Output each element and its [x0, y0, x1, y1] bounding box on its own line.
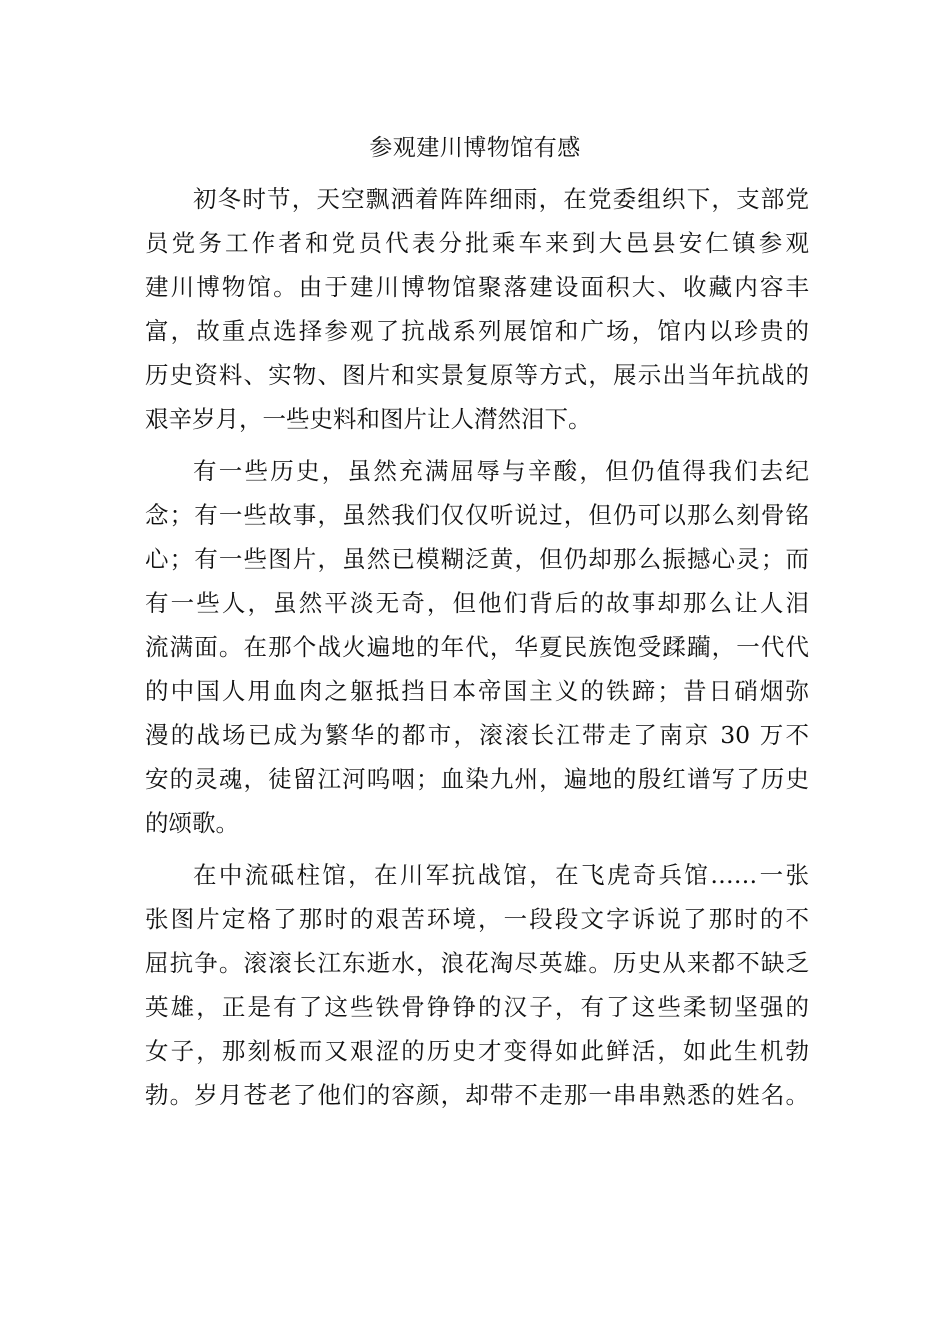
text-line: 的中国人用血肉之躯抵挡日本帝国主义的铁蹄；昔日硝烟弥 — [145, 677, 809, 705]
text-line: 的颂歌。 — [145, 809, 239, 837]
text-line: 有一些人，虽然平淡无奇，但他们背后的故事却那么让人泪 — [145, 589, 809, 617]
document-title: 参观建川博物馆有感 — [369, 135, 581, 161]
text-line: 富，故重点选择参观了抗战系列展馆和广场，馆内以珍贵的 — [145, 317, 809, 345]
text-line: 建川博物馆。由于建川博物馆聚落建设面积大、收藏内容丰 — [145, 273, 809, 301]
text-line: 勃。岁月苍老了他们的容颜，却带不走那一串串熟悉的姓名。 — [145, 1081, 809, 1109]
text-line: 屈抗争。滚滚长江东逝水，浪花淘尽英雄。历史从来都不缺乏 — [145, 949, 809, 977]
text-line: 有一些历史，虽然充满屈辱与辛酸，但仍值得我们去纪 — [193, 457, 809, 485]
text-line: 员党务工作者和党员代表分批乘车来到大邑县安仁镇参观 — [145, 229, 809, 257]
text-line: 心；有一些图片，虽然已模糊泛黄，但仍却那么振撼心灵；而 — [145, 545, 809, 573]
text-line: 艰辛岁月，一些史料和图片让人潸然泪下。 — [145, 405, 592, 433]
text-line: 流满面。在那个战火遍地的年代，华夏民族饱受蹂躏，一代代 — [145, 633, 809, 661]
document-body — [145, 177, 809, 1125]
text-line: 初冬时节，天空飘洒着阵阵细雨，在党委组织下，支部党 — [193, 185, 809, 213]
text-line: 在中流砥柱馆，在川军抗战馆，在飞虎奇兵馆……一张 — [193, 861, 809, 889]
text-line: 英雄，正是有了这些铁骨铮铮的汉子，有了这些柔韧坚强的 — [145, 993, 809, 1021]
paragraph-1 — [145, 177, 809, 441]
text-line: 安的灵魂，徒留江河呜咽；血染九州，遍地的殷红谱写了历史 — [145, 765, 809, 793]
text-line: 女子，那刻板而又艰涩的历史才变得如此鲜活，如此生机勃 — [145, 1037, 809, 1065]
text-line: 念；有一些故事，虽然我们仅仅听说过，但仍可以那么刻骨铭 — [145, 501, 809, 529]
paragraph-2 — [145, 449, 809, 845]
text-line: 漫的战场已成为繁华的都市，滚滚长江带走了南京 30 万不 — [145, 721, 809, 749]
text-line: 历史资料、实物、图片和实景复原等方式，展示出当年抗战的 — [145, 361, 809, 389]
text-line: 张图片定格了那时的艰苦环境，一段段文字诉说了那时的不 — [145, 905, 809, 933]
paragraph-3 — [145, 853, 809, 1117]
